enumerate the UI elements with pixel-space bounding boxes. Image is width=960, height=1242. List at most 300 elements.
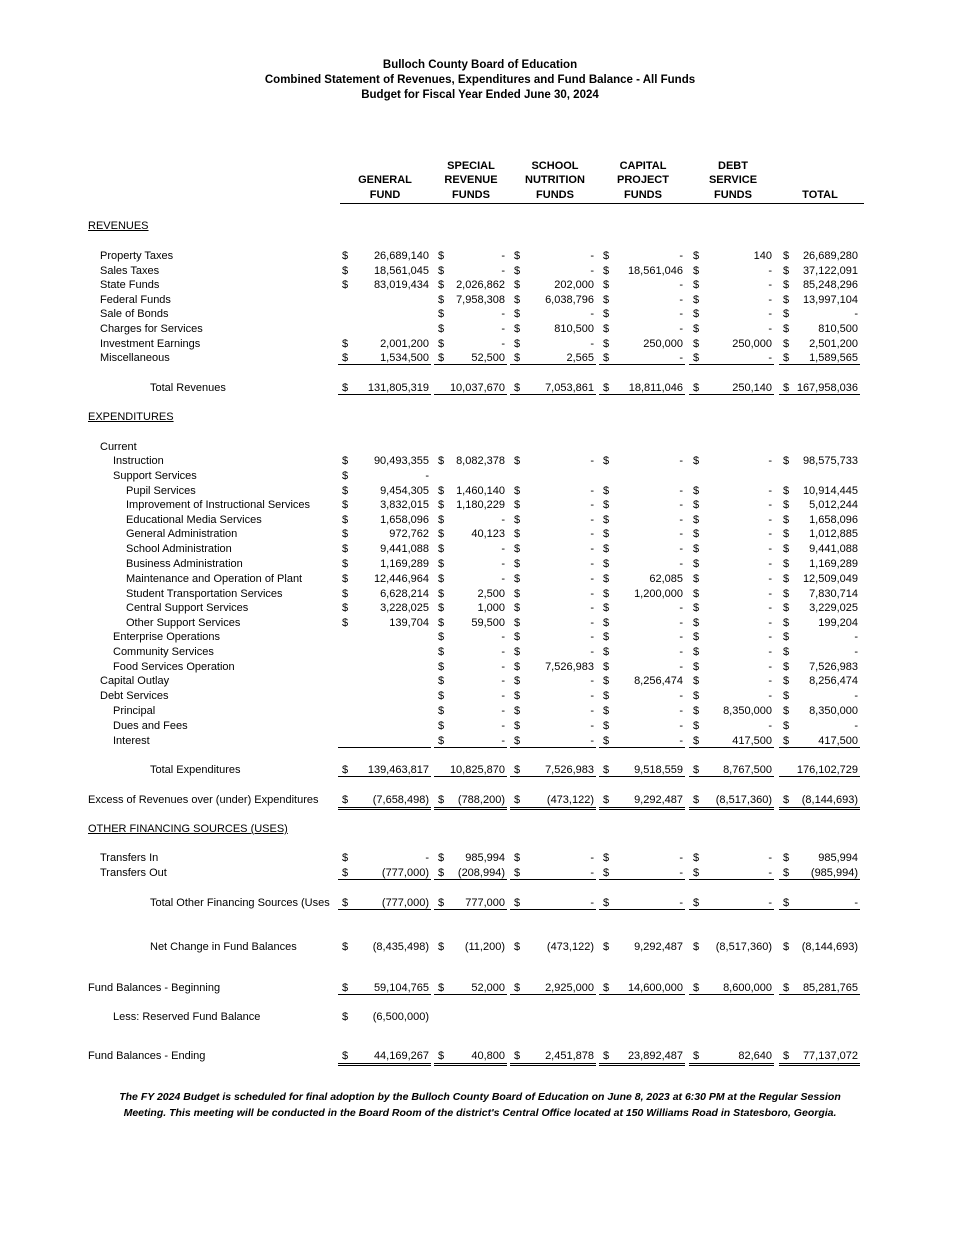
currency-sign: $	[603, 455, 610, 467]
currency-sign: $	[783, 352, 790, 364]
amount-cell: -	[501, 646, 505, 658]
currency-sign: $	[514, 573, 521, 585]
amount-cell: -	[679, 543, 683, 555]
currency-sign: $	[783, 720, 790, 732]
currency-sign: $	[783, 661, 790, 673]
statement-row	[0, 322, 960, 336]
row-label: Current	[100, 441, 137, 453]
amount-cell: 3,228,025	[380, 602, 429, 614]
currency-sign: $	[783, 588, 790, 600]
amount-cell: -	[590, 675, 594, 687]
amount-cell: 167,958,036	[796, 382, 858, 394]
amount-cell: 82,640	[738, 1050, 772, 1062]
amount-cell: -	[590, 867, 594, 879]
underline-rule	[434, 909, 507, 910]
amount-cell: -	[501, 631, 505, 643]
report-header	[0, 58, 960, 103]
currency-sign: $	[514, 485, 521, 497]
statement-row	[0, 719, 960, 733]
currency-sign: $	[783, 631, 790, 643]
currency-sign: $	[693, 250, 700, 262]
amount-cell: -	[679, 705, 683, 717]
row-label: Total Expenditures	[150, 764, 241, 776]
currency-sign: $	[514, 528, 521, 540]
section-heading-row	[0, 219, 960, 233]
currency-sign: $	[438, 294, 445, 306]
amount-cell: -	[590, 455, 594, 467]
amount-cell: 2,925,000	[545, 982, 594, 994]
currency-sign: $	[603, 279, 610, 291]
amount-cell: -	[768, 308, 772, 320]
footnote	[0, 1089, 960, 1121]
row-label: Maintenance and Operation of Plant	[126, 573, 303, 585]
amount-cell: -	[679, 514, 683, 526]
column-header-line: SERVICE	[708, 174, 758, 186]
amount-cell: 13,997,104	[802, 294, 858, 306]
currency-sign: $	[603, 588, 610, 600]
amount-cell: 202,000	[554, 279, 594, 291]
underline-rule	[689, 776, 774, 777]
underline-rule	[689, 909, 774, 910]
currency-sign: $	[438, 617, 445, 629]
currency-sign: $	[693, 352, 700, 364]
amount-cell: 37,122,091	[802, 265, 858, 277]
underline-rule	[510, 776, 596, 777]
amount-cell: -	[590, 573, 594, 585]
amount-cell: (11,200)	[464, 941, 505, 953]
column-header-line: FUNDS	[714, 188, 752, 201]
currency-sign: $	[514, 675, 521, 687]
row-label: Fund Balances - Beginning	[88, 982, 221, 994]
currency-sign: $	[603, 499, 610, 511]
currency-sign: $	[514, 690, 521, 702]
amount-cell: 1,169,289	[380, 558, 429, 570]
currency-sign: $	[693, 794, 700, 806]
statement-row	[0, 587, 960, 601]
statement-row	[0, 249, 960, 263]
statement-row	[0, 793, 960, 807]
amount-cell: -	[590, 705, 594, 717]
statement-row	[0, 542, 960, 556]
amount-cell: -	[679, 897, 683, 909]
amount-cell: (473,122)	[546, 794, 594, 806]
section-heading: REVENUES	[88, 220, 149, 232]
column-header-line: FUNDS	[624, 188, 662, 201]
currency-sign: $	[514, 588, 521, 600]
currency-sign: $	[438, 867, 445, 879]
amount-cell: 985,994	[818, 852, 858, 864]
double-rule	[779, 1063, 860, 1066]
currency-sign: $	[693, 279, 700, 291]
section-heading-row	[0, 410, 960, 424]
amount-cell: -	[590, 720, 594, 732]
report-title: Combined Statement of Revenues, Expenditures and Fund Balance - All Funds	[264, 74, 696, 86]
underline-rule	[599, 394, 685, 395]
underline-rule	[510, 909, 596, 910]
currency-sign: $	[514, 338, 521, 350]
amount-cell: -	[501, 675, 505, 687]
amount-cell: -	[679, 646, 683, 658]
currency-sign: $	[603, 852, 610, 864]
footnote-line-2: Meeting. This meeting will be conducted in the Board Room of the district's Central Office located at 150 Williams Road in Statesboro, Georgia.	[123, 1107, 837, 1119]
currency-sign: $	[783, 265, 790, 277]
currency-sign: $	[438, 338, 445, 350]
currency-sign: $	[342, 764, 349, 776]
amount-cell: 7,526,983	[809, 661, 858, 673]
currency-sign: $	[783, 867, 790, 879]
statement-row	[0, 866, 960, 880]
currency-sign: $	[693, 455, 700, 467]
currency-sign: $	[342, 250, 349, 262]
currency-sign: $	[783, 308, 790, 320]
currency-sign: $	[342, 982, 349, 994]
amount-cell: -	[768, 602, 772, 614]
amount-cell: -	[768, 323, 772, 335]
currency-sign: $	[783, 514, 790, 526]
underline-rule	[510, 364, 596, 365]
row-label: Transfers Out	[100, 867, 167, 879]
underline-rule	[338, 747, 431, 748]
amount-cell: -	[590, 485, 594, 497]
currency-sign: $	[514, 1050, 521, 1062]
amount-cell: (8,144,693)	[801, 941, 858, 953]
currency-sign: $	[783, 1050, 790, 1062]
currency-sign: $	[514, 265, 521, 277]
amount-cell: 8,350,000	[723, 705, 772, 717]
column-header	[340, 173, 430, 202]
amount-cell: 250,000	[732, 338, 772, 350]
column-header-line: SCHOOL	[531, 159, 579, 172]
amount-cell: -	[854, 720, 858, 732]
amount-cell: -	[679, 499, 683, 511]
currency-sign: $	[514, 941, 521, 953]
amount-cell: -	[768, 514, 772, 526]
row-label: Sales Taxes	[100, 265, 160, 277]
currency-sign: $	[783, 852, 790, 864]
amount-cell: -	[501, 308, 505, 320]
currency-sign: $	[693, 265, 700, 277]
row-label: General Administration	[126, 528, 238, 540]
statement-row	[0, 513, 960, 527]
report-period: Budget for Fiscal Year Ended June 30, 2024	[361, 89, 599, 101]
amount-cell: 9,292,487	[634, 941, 683, 953]
amount-cell: (8,517,360)	[715, 941, 772, 953]
currency-sign: $	[514, 382, 521, 394]
amount-cell: 1,534,500	[380, 352, 429, 364]
amount-cell: -	[768, 499, 772, 511]
amount-cell: 7,526,983	[545, 764, 594, 776]
amount-cell: -	[768, 558, 772, 570]
amount-cell: 250,000	[643, 338, 683, 350]
currency-sign: $	[342, 528, 349, 540]
currency-sign: $	[342, 338, 349, 350]
currency-sign: $	[342, 941, 349, 953]
currency-sign: $	[603, 1050, 610, 1062]
row-label: Fund Balances - Ending	[88, 1050, 206, 1062]
amount-cell: -	[590, 631, 594, 643]
currency-sign: $	[438, 279, 445, 291]
amount-cell: 3,229,025	[809, 602, 858, 614]
amount-cell: 18,561,045	[373, 265, 429, 277]
column-header-line: FUNDS	[536, 188, 574, 201]
row-label: Investment Earnings	[100, 338, 201, 350]
amount-cell: -	[590, 308, 594, 320]
currency-sign: $	[438, 455, 445, 467]
amount-cell: 18,561,046	[627, 265, 683, 277]
amount-cell: 250,140	[732, 382, 772, 394]
underline-rule	[779, 747, 860, 748]
underline-rule	[689, 747, 774, 748]
amount-cell: (8,517,360)	[715, 794, 772, 806]
currency-sign: $	[342, 1011, 349, 1023]
currency-sign: $	[514, 982, 521, 994]
currency-sign: $	[603, 720, 610, 732]
row-label: Educational Media Services	[126, 514, 262, 526]
amount-cell: -	[768, 573, 772, 585]
currency-sign: $	[693, 588, 700, 600]
currency-sign: $	[783, 528, 790, 540]
amount-cell: -	[679, 308, 683, 320]
currency-sign: $	[603, 764, 610, 776]
amount-cell: -	[679, 250, 683, 262]
currency-sign: $	[514, 279, 521, 291]
currency-sign: $	[438, 852, 445, 864]
amount-cell: 417,500	[732, 735, 772, 747]
currency-sign: $	[514, 897, 521, 909]
statement-row	[0, 440, 960, 454]
underline-rule	[779, 879, 860, 880]
statement-row	[0, 557, 960, 571]
amount-cell: -	[768, 528, 772, 540]
currency-sign: $	[438, 982, 445, 994]
currency-sign: $	[438, 941, 445, 953]
amount-cell: -	[501, 250, 505, 262]
amount-cell: 9,292,487	[634, 794, 683, 806]
currency-sign: $	[693, 982, 700, 994]
amount-cell: 199,204	[818, 617, 858, 629]
amount-cell: -	[768, 690, 772, 702]
underline-rule	[338, 394, 431, 395]
statement-row	[0, 645, 960, 659]
row-label: Debt Services	[100, 690, 169, 702]
currency-sign: $	[342, 794, 349, 806]
underline-rule	[599, 364, 685, 365]
report-organization: Bulloch County Board of Education	[382, 59, 578, 71]
currency-sign: $	[693, 308, 700, 320]
amount-cell: 52,500	[471, 352, 505, 364]
amount-cell: 40,800	[471, 1050, 505, 1062]
currency-sign: $	[438, 705, 445, 717]
underline-rule	[689, 364, 774, 365]
row-label: Dues and Fees	[113, 720, 188, 732]
amount-cell: (208,994)	[457, 867, 505, 879]
amount-cell: 59,104,765	[373, 982, 429, 994]
amount-cell: -	[501, 573, 505, 585]
currency-sign: $	[438, 661, 445, 673]
amount-cell: 10,914,445	[802, 485, 858, 497]
underline-rule	[510, 394, 596, 395]
amount-cell: -	[768, 720, 772, 732]
currency-sign: $	[693, 897, 700, 909]
amount-cell: 985,994	[465, 852, 505, 864]
currency-sign: $	[342, 617, 349, 629]
currency-sign: $	[342, 470, 349, 482]
row-label: Federal Funds	[100, 294, 171, 306]
statement-row	[0, 674, 960, 688]
amount-cell: -	[590, 514, 594, 526]
currency-sign: $	[783, 499, 790, 511]
amount-cell: 8,256,474	[634, 675, 683, 687]
currency-sign: $	[783, 294, 790, 306]
currency-sign: $	[783, 382, 790, 394]
currency-sign: $	[693, 867, 700, 879]
statement-row	[0, 616, 960, 630]
double-rule	[599, 1063, 685, 1066]
currency-sign: $	[438, 690, 445, 702]
currency-sign: $	[438, 794, 445, 806]
currency-sign: $	[342, 382, 349, 394]
statement-row	[0, 454, 960, 468]
currency-sign: $	[783, 602, 790, 614]
currency-sign: $	[693, 661, 700, 673]
row-label: Less: Reserved Fund Balance	[113, 1011, 261, 1023]
currency-sign: $	[438, 558, 445, 570]
amount-cell: -	[501, 705, 505, 717]
currency-sign: $	[693, 941, 700, 953]
amount-cell: 9,441,088	[380, 543, 429, 555]
underline-rule	[434, 776, 507, 777]
amount-cell: (8,144,693)	[801, 794, 858, 806]
currency-sign: $	[603, 617, 610, 629]
currency-sign: $	[603, 675, 610, 687]
currency-sign: $	[693, 852, 700, 864]
currency-sign: $	[603, 352, 610, 364]
currency-sign: $	[514, 514, 521, 526]
amount-cell: 9,454,305	[380, 485, 429, 497]
currency-sign: $	[514, 294, 521, 306]
statement-row	[0, 264, 960, 278]
currency-sign: $	[514, 661, 521, 673]
amount-cell: 12,446,964	[373, 573, 429, 585]
currency-sign: $	[514, 455, 521, 467]
row-label: Principal	[113, 705, 156, 717]
underline-rule	[599, 879, 685, 880]
underline-rule	[599, 909, 685, 910]
currency-sign: $	[693, 514, 700, 526]
amount-cell: 2,565	[566, 352, 594, 364]
column-header	[688, 159, 778, 203]
amount-cell: -	[768, 294, 772, 306]
currency-sign: $	[603, 514, 610, 526]
amount-cell: 7,526,983	[545, 661, 594, 673]
statement-row	[0, 851, 960, 865]
currency-sign: $	[693, 573, 700, 585]
amount-cell: 3,832,015	[380, 499, 429, 511]
row-label: Total Other Financing Sources (Uses	[150, 897, 330, 909]
row-label: Sale of Bonds	[100, 308, 169, 320]
amount-cell: 9,518,559	[634, 764, 683, 776]
currency-sign: $	[783, 675, 790, 687]
amount-cell: 5,012,244	[809, 499, 858, 511]
amount-cell: -	[854, 308, 858, 320]
amount-cell: -	[501, 265, 505, 277]
footnote-line-1: The FY 2024 Budget is scheduled for final adoption by the Bulloch County Board of Education on June 8, 2023 at 6:30 PM at the Regular Session	[119, 1091, 841, 1103]
amount-cell: -	[425, 852, 429, 864]
currency-sign: $	[438, 602, 445, 614]
currency-sign: $	[693, 543, 700, 555]
amount-cell: -	[679, 661, 683, 673]
statement-row	[0, 689, 960, 703]
amount-cell: (985,994)	[810, 867, 858, 879]
currency-sign: $	[342, 455, 349, 467]
amount-cell: -	[768, 485, 772, 497]
currency-sign: $	[514, 250, 521, 262]
amount-cell: -	[679, 455, 683, 467]
underline-rule	[434, 394, 507, 395]
column-header-line: GENERAL	[358, 174, 412, 186]
currency-sign: $	[603, 897, 610, 909]
amount-cell: -	[425, 470, 429, 482]
amount-cell: -	[768, 352, 772, 364]
currency-sign: $	[514, 646, 521, 658]
amount-cell: -	[768, 617, 772, 629]
currency-sign: $	[438, 499, 445, 511]
amount-cell: 8,600,000	[723, 982, 772, 994]
currency-sign: $	[514, 352, 521, 364]
currency-sign: $	[603, 867, 610, 879]
currency-sign: $	[342, 265, 349, 277]
amount-cell: 1,658,096	[380, 514, 429, 526]
column-header-line: SPECIAL	[447, 159, 495, 172]
currency-sign: $	[438, 720, 445, 732]
currency-sign: $	[438, 646, 445, 658]
currency-sign: $	[603, 294, 610, 306]
amount-cell: 8,082,378	[456, 455, 505, 467]
currency-sign: $	[783, 690, 790, 702]
currency-sign: $	[603, 543, 610, 555]
amount-cell: -	[768, 661, 772, 673]
amount-cell: -	[501, 735, 505, 747]
statement-row	[0, 469, 960, 483]
amount-cell: -	[590, 558, 594, 570]
amount-cell: 2,500	[477, 588, 505, 600]
amount-cell: 140	[753, 250, 772, 262]
currency-sign: $	[603, 690, 610, 702]
currency-sign: $	[783, 558, 790, 570]
amount-cell: -	[679, 617, 683, 629]
statement-row	[0, 351, 960, 365]
currency-sign: $	[603, 528, 610, 540]
currency-sign: $	[603, 382, 610, 394]
amount-cell: 8,256,474	[809, 675, 858, 687]
currency-sign: $	[514, 867, 521, 879]
currency-sign: $	[783, 323, 790, 335]
row-label: Miscellaneous	[100, 352, 170, 364]
currency-sign: $	[438, 897, 445, 909]
currency-sign: $	[603, 661, 610, 673]
underline-rule	[510, 879, 596, 880]
currency-sign: $	[438, 308, 445, 320]
amount-cell: 1,589,565	[809, 352, 858, 364]
amount-cell: -	[768, 455, 772, 467]
row-label: Improvement of Instructional Services	[126, 499, 311, 511]
amount-cell: -	[590, 250, 594, 262]
currency-sign: $	[514, 631, 521, 643]
currency-sign: $	[342, 352, 349, 364]
row-label: Food Services Operation	[113, 661, 235, 673]
currency-sign: $	[783, 455, 790, 467]
double-rule	[434, 807, 507, 810]
